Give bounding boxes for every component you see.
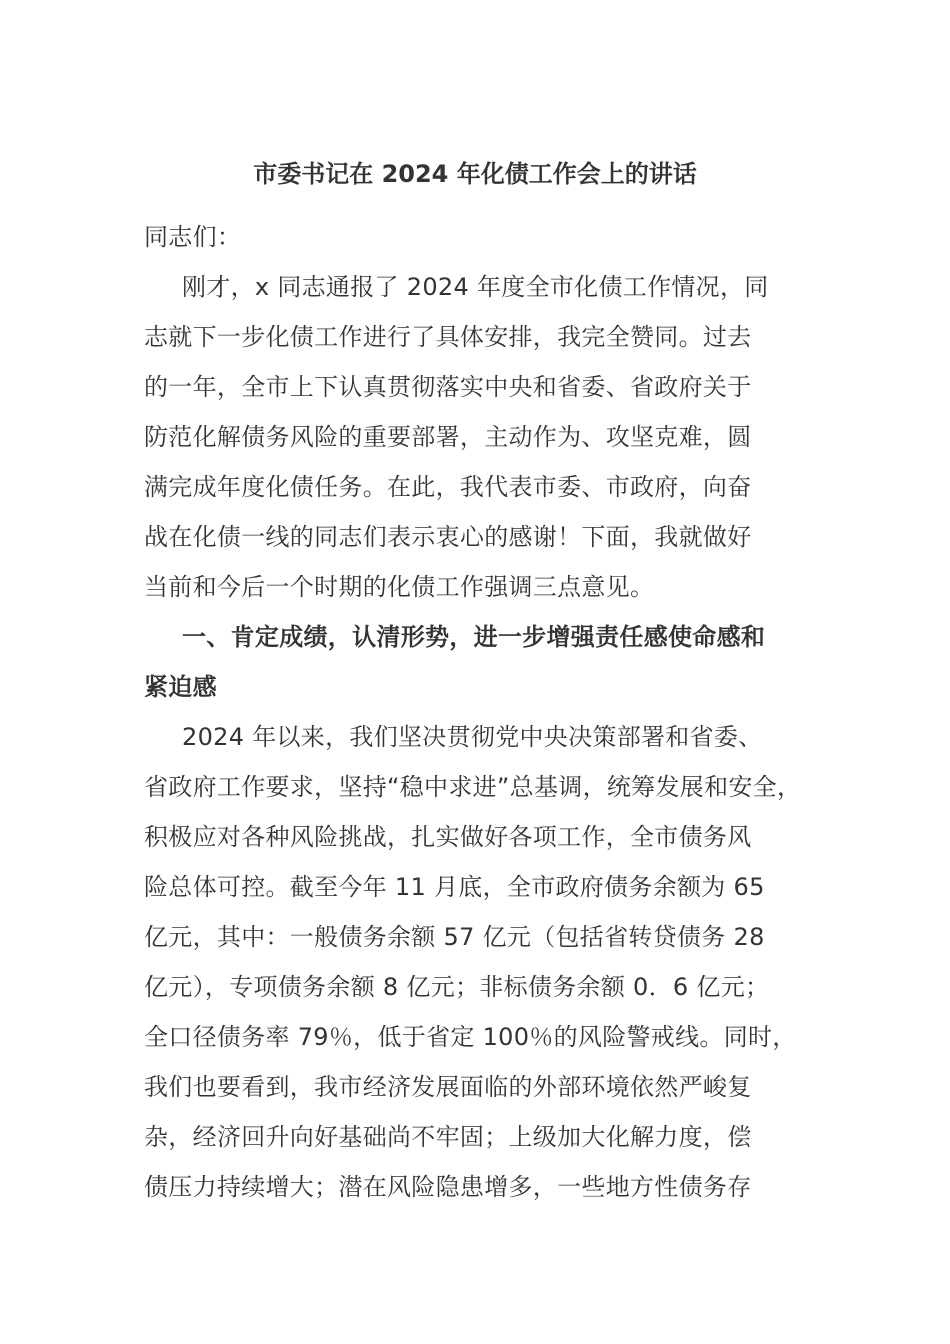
paragraph-2-line: 杂，经济回升向好基础尚不牢固；上级加大化解力度，偿 xyxy=(144,1123,752,1151)
document-title: 市委书记在 2024 年化债工作会上的讲话 xyxy=(253,160,697,188)
paragraph-2-line: 亿元），专项债务余额 8 亿元；非标债务余额 0．6 亿元； xyxy=(144,973,770,1001)
section-heading-1: 一、肯定成绩，认清形势，进一步增强责任感使命感和 xyxy=(182,623,766,651)
paragraph-1-line: 志就下一步化债工作进行了具体安排，我完全赞同。过去 xyxy=(144,323,752,351)
paragraph-1-line: 刚才，x 同志通报了 2024 年度全市化债工作情况，同 xyxy=(182,273,769,301)
paragraph-1-line: 防范化解债务风险的重要部署，主动作为、攻坚克难，圆 xyxy=(144,423,752,451)
section-heading-1-continued: 紧迫感 xyxy=(144,673,217,701)
paragraph-1-line: 战在化债一线的同志们表示衷心的感谢！下面，我就做好 xyxy=(144,523,752,551)
paragraph-2-line: 省政府工作要求，坚持“稳中求进”总基调，统筹发展和安全， xyxy=(144,773,802,801)
salutation: 同志们： xyxy=(144,223,242,251)
paragraph-2-line: 我们也要看到，我市经济发展面临的外部环境依然严峻复 xyxy=(144,1073,752,1101)
paragraph-2-line: 债压力持续增大；潜在风险隐患增多，一些地方性债务存 xyxy=(144,1173,752,1201)
paragraph-1-line: 的一年，全市上下认真贯彻落实中央和省委、省政府关于 xyxy=(144,373,752,401)
paragraph-2-line: 亿元，其中：一般债务余额 57 亿元（包括省转贷债务 28 xyxy=(144,923,765,951)
paragraph-2-line: 2024 年以来，我们坚决贯彻党中央决策部署和省委、 xyxy=(182,723,763,751)
paragraph-1-line: 当前和今后一个时期的化债工作强调三点意见。 xyxy=(144,573,655,601)
paragraph-2-line: 积极应对各种风险挑战，扎实做好各项工作，全市债务风 xyxy=(144,823,752,851)
paragraph-1-line: 满完成年度化债任务。在此，我代表市委、市政府，向奋 xyxy=(144,473,752,501)
paragraph-2-line: 全口径债务率 79％，低于省定 100％的风险警戒线。同时， xyxy=(144,1023,797,1051)
paragraph-2-line: 险总体可控。截至今年 11 月底，全市政府债务余额为 65 xyxy=(144,873,765,901)
